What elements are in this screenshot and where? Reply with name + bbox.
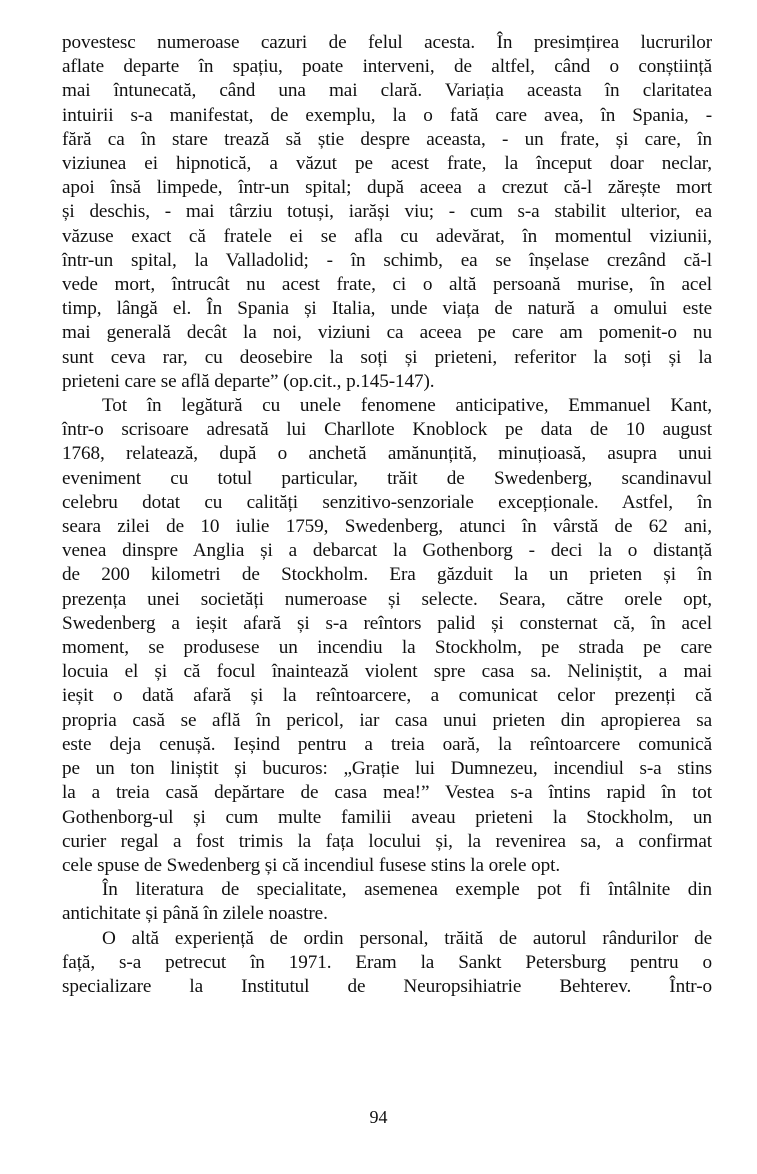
- text-line: antichitate și până în zilele noastre.: [62, 903, 328, 925]
- text-line: timp, lângă el. În Spania și Italia, unde viața de natură a omului este: [62, 298, 712, 320]
- text-line: mai generală decât la noi, viziuni ca aceea pe care am pomenit-o nu: [62, 322, 712, 344]
- paragraph-4: [62, 927, 712, 1000]
- text-line: fără ca în stare trează să știe despre aceasta, - un frate, și care, în: [62, 128, 712, 150]
- text-line: ieșit o dată afară și la reîntoarcere, a comunicat celor prezenți că: [62, 685, 712, 707]
- text-line: sunt ceva rar, cu deosebire la soți și prieteni, referitor la soți și la: [62, 346, 712, 368]
- paragraph-3: [62, 878, 712, 926]
- text-line: celebru dotat cu calități senzitivo-senzoriale excepționale. Astfel, în: [62, 491, 712, 513]
- paragraph-1: [62, 31, 712, 394]
- text-line: de 200 kilometri de Stockholm. Era găzduit la un prieten și în: [62, 564, 712, 586]
- text-line: Swedenberg a ieșit afară și s-a reîntors palid și consternat că, în acel: [62, 612, 712, 634]
- text-line: vede mort, întrucât nu acest frate, ci o altă persoană murise, în acel: [62, 274, 712, 296]
- text-line: Gothenborg-ul și cum multe familii aveau prieteni la Stockholm, un: [62, 806, 712, 828]
- text-line: aflate departe în spațiu, poate interveni, de altfel, când o conștiință: [62, 56, 712, 78]
- text-line: venea dinspre Anglia și a debarcat la Gothenborg - deci la o distanță: [62, 540, 712, 562]
- text-line: viziunea ei hipnotică, a văzut pe acest frate, la început doar neclar,: [62, 153, 712, 175]
- text-line: intuirii s-a manifestat, de exemplu, la o fată care avea, în Spania, -: [62, 104, 712, 126]
- body-text: [62, 31, 712, 999]
- text-line: Tot în legătură cu unele fenomene anticipative, Emmanuel Kant,: [102, 395, 712, 417]
- text-line: văzuse exact că fratele ei se afla cu adevărat, în momentul viziunii,: [62, 225, 712, 247]
- text-line: specializare la Institutul de Neuropsihiatrie Behterev. Într-o: [62, 975, 712, 997]
- text-line: curier regal a fost trimis la fața locului și, la revenirea sa, a confirmat: [62, 830, 712, 852]
- text-line: locuia el și că focul înaintează violent spre casa sa. Neliniștit, a mai: [62, 661, 712, 683]
- text-line: la a treia casă depărtare de casa mea!” Vestea s-a întins rapid în tot: [62, 782, 712, 804]
- text-line: față, s-a petrecut în 1971. Eram la Sankt Petersburg pentru o: [62, 951, 712, 973]
- text-line: apoi însă limpede, într-un spital; după aceea a crezut că-l zărește mort: [62, 177, 712, 199]
- page-number: 94: [369, 1107, 388, 1127]
- text-line: propria casă se află în pericol, iar casa unui prieten din apropierea sa: [62, 709, 712, 731]
- text-line: 1768, relatează, după o anchetă amănunțită, minuțioasă, asupra unui: [62, 443, 712, 465]
- text-line: povestesc numeroase cazuri de felul acesta. În presimțirea lucrurilor: [62, 32, 712, 53]
- text-line: eveniment cu totul particular, trăit de Swedenberg, scandinavul: [62, 467, 712, 489]
- text-line: într-un spital, la Valladolid; - în schimb, ea se înșelase crezând că-l: [62, 249, 712, 271]
- text-line: pe un ton liniștit și bucuros: „Grație lui Dumnezeu, incendiul s-a stins: [62, 758, 712, 780]
- text-line: În literatura de specialitate, asemenea exemple pot fi întâlnite din: [102, 879, 712, 901]
- paragraph-2: [62, 394, 712, 878]
- text-line: seara zilei de 10 iulie 1759, Swedenberg, atunci în vârstă de 62 ani,: [62, 516, 712, 538]
- text-line: O altă experiență de ordin personal, trăită de autorul rândurilor de: [102, 927, 712, 949]
- text-line: este deja cenușă. Ieșind pentru a treia oară, la reîntoarcere comunică: [62, 733, 712, 755]
- text-line: prieteni care se află departe” (op.cit., p.145-147).: [62, 370, 435, 392]
- text-line: mai întunecată, când una mai clară. Variația aceasta în claritatea: [62, 80, 712, 102]
- text-line: prezența unei societăți numeroase și selecte. Seara, către orele opt,: [62, 588, 712, 610]
- text-line: cele spuse de Swedenberg și că incendiul fusese stins la orele opt.: [62, 854, 561, 876]
- text-line: și deschis, - mai târziu totuși, iarăși viu; - cum s-a stabilit ulterior, ea: [62, 201, 712, 223]
- text-line: într-o scrisoare adresată lui Charllote Knoblock pe data de 10 august: [62, 419, 712, 441]
- text-line: moment, se produsese un incendiu la Stockholm, pe strada pe care: [62, 637, 712, 659]
